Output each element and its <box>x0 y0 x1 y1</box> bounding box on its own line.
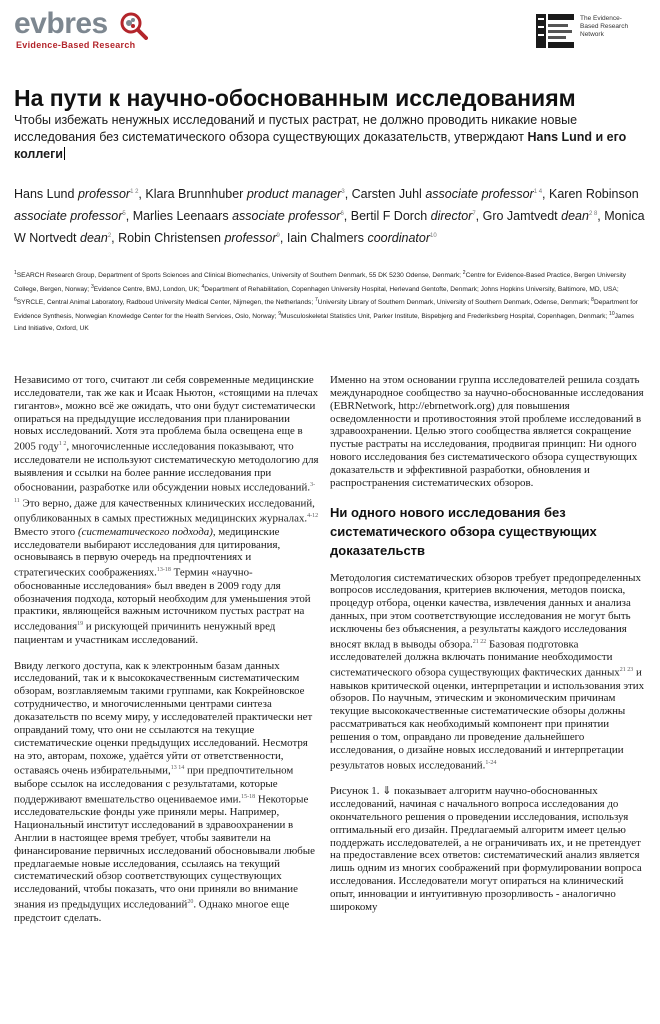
author-name: Bertil F Dorch <box>350 209 428 224</box>
section-heading: Ни одного нового исследования без систематического обзора существующих доказательств <box>330 504 597 558</box>
citation-ref: 4-12 <box>307 513 319 520</box>
body-text: Независимо от того, считают ли себя современные медицинские исследователи, так же как и Исаак Ньютон, «стоящими на плечах гигантов», можно всё же ожидать, что они будут систематически опираться на предыдущие исследования при планировании новых исследований. Хотя эта проблема была освещена еще в 2005 году <box>14 374 319 453</box>
affiliation-ref: 2 <box>462 270 466 276</box>
author-affil-ref: 1 2 <box>130 189 139 195</box>
author-affil-ref: 2 8 <box>588 211 598 218</box>
body-text: Это верно, даже для качественных клинических исследований, опубликованных в самых престижных медицинских журналах. <box>14 497 315 525</box>
affiliation-ref: 8 <box>591 297 594 304</box>
affiliation-ref: 6 <box>14 297 17 304</box>
magnifier-icon <box>120 12 148 40</box>
left-column <box>14 374 319 937</box>
body-text: Некоторые исследовательские фонды уже приняли меры. Например, Национальный институт исследований в здравоохранении в Англии в настоящее время требует, чтобы заявители на финансирование первичных исследований обосновывали любые предлагаемые новые исследования, ссылаясь на текущий систематический обзор соответствующих существующих исследований, чтобы показать, что они приняли во внимание знания из предыдущих исследований <box>14 793 315 911</box>
standfirst-authors: Hans Lund и его коллеги <box>14 130 627 161</box>
body-paragraph <box>330 374 648 490</box>
affiliation-text: James Lind Initiative, Oxford, UK <box>14 313 635 332</box>
affiliation-ref: 10 <box>609 311 615 318</box>
affiliation-text: SEARCH Research Group, Department of Sports Sciences and Clinical Biomechanics, University of Southern Denmark, 55 DK 5230 Odense, Denmark; <box>16 272 463 280</box>
author-role: associate professor <box>14 209 123 224</box>
author-role: coordinator <box>367 231 430 246</box>
author-affil-ref: 3 <box>341 189 345 195</box>
body-text: Рисунок 1. ⇓ показывает алгоритм научно-обоснованных исследований, начиная с начального вопроса исследования до окончательного решения о проведении исследования, используя оптимальный его дизайн. Предлагаемый алгоритм имеет целью поддержать исследователей, а не ограничивать их, и не претендует на предоставление всех ответов: систематический анализ является лишь одним из многих соображений при формулировании вопроса исследования. Исследователи могут опираться на клинический опыт, инновации и интуитивную прозорливость - аналогично широкому <box>330 785 642 913</box>
affiliation-ref: 7 <box>315 297 318 304</box>
author-role: dean <box>80 231 108 246</box>
author-separator: , <box>542 187 549 202</box>
body-text: при предпочтительном выборе ссылок на исследования с результатами, которые поддерживают вмешательство оцениваемое ими. <box>14 765 294 806</box>
author-separator: , <box>475 209 483 224</box>
ebr-network-line: Based Research <box>580 23 629 30</box>
affiliation-ref: 1 <box>14 270 17 276</box>
ebr-network-mark-icon <box>534 12 576 52</box>
author-name: Gro Jamtvedt <box>482 209 558 224</box>
emphasis-text: (систематического подхода) <box>77 525 213 538</box>
author-affil-ref: 7 <box>472 211 476 218</box>
body-text: и навыков критической оценки, интерпретации и использования этих обзоров. По научным, этическим и экономическим причинам текущие высококачественные систематические обзоры должны рассматриваться как необходимый компонент при принятии решения о том, оправдано ли проведение дальнейшего исследования, о дизайне новых исследований и интерпретации результатов новых исследований. <box>330 666 645 772</box>
body-text: и рискующей причинить ненужный вред пациентам и участникам исследований. <box>14 620 276 646</box>
author-name: Monica W Nortvedt <box>14 209 645 246</box>
ebr-network-logo <box>534 12 654 52</box>
author-separator: , <box>279 231 287 246</box>
citation-ref: 15-18 <box>241 793 256 800</box>
author-role: associate professor <box>232 209 341 224</box>
affiliation-ref: 4 <box>201 283 205 290</box>
evbres-logo <box>14 6 154 54</box>
right-column <box>330 374 648 927</box>
author-role: professor <box>77 187 131 202</box>
author-role: product manager <box>246 187 342 202</box>
body-text: , медицинские исследователи выбирают исследования для цитирования, основываясь в первую очередь на предпочтениях и стратегических соображениях. <box>14 525 281 579</box>
author-name: Karen Robinson <box>549 187 639 202</box>
citation-ref: 21 22 <box>472 638 487 645</box>
author-name: Hans Lund <box>14 187 75 202</box>
affiliations <box>14 268 646 334</box>
page-header <box>0 0 660 62</box>
body-text: Методология систематических обзоров требует предопределенных вопросов исследования, критериев включения, методов поиска, процедур отбора, оценки качества, извлечения данных и анализа данных, при этом соответствующие исследования не могут быть исключены без объяснения, а результаты каждого исследования вносят вклад в выводы обзора. <box>330 571 641 651</box>
body-text: . Однако многое еще предстоит сделать. <box>14 898 290 924</box>
body-paragraph <box>330 785 648 913</box>
author-name: Marlies Leenaars <box>132 209 229 224</box>
author-separator: , <box>343 209 351 224</box>
citation-ref: 19 <box>77 621 84 628</box>
citation-ref: 20 <box>187 899 194 906</box>
affiliation-text: University Library of Southern Denmark, University of Southern Denmark, Odense, Denmark; <box>317 299 592 307</box>
citation-ref: 21 23 <box>619 667 634 674</box>
citation-ref: 1-24 <box>485 759 497 766</box>
author-separator: , <box>125 209 133 224</box>
body-text: Термин «научно-обоснованные исследования» был введен в 2009 году для обозначения подхода, который необходим для уменьшения этой практики, являющейся важным источником пустых растрат на исследования <box>14 566 311 633</box>
author-name: Klara Brunnhuber <box>145 187 244 202</box>
author-affil-ref: 9 <box>276 233 280 240</box>
affiliation-ref: 9 <box>278 311 282 318</box>
author-list <box>14 182 646 248</box>
logo-wordmark: evbres <box>14 7 108 40</box>
author-role: associate professor <box>425 187 534 202</box>
affiliation-text: Department for Evidence Synthesis, Norwegian Knowledge Center for the Health Services, Oslo, Norway; <box>14 299 638 321</box>
affiliation-text: Evidence Centre, BMJ, London, UK; <box>93 285 202 293</box>
logo-tagline: Evidence-Based Research <box>16 40 136 50</box>
author-name: Carsten Juhl <box>351 187 422 202</box>
affiliation-text: Musculoskeletal Statistics Unit, Parker Institute, Bispebjerg and Frederiksberg Hospital, Copenhagen, Denmark; <box>281 313 610 321</box>
author-name: Iain Chalmers <box>286 231 364 246</box>
article-title: На пути к научно-обоснованным исследованиям <box>14 85 576 111</box>
citation-ref: 13 14 <box>170 765 185 772</box>
author-role: professor <box>224 231 277 246</box>
author-affil-ref: 5 <box>122 211 126 218</box>
body-paragraph <box>14 660 319 925</box>
ebr-network-line: The Evidence- <box>580 15 622 22</box>
author-name: Robin Christensen <box>118 231 221 246</box>
citation-ref: 3-11 <box>14 482 316 504</box>
body-text: Базовая подготовка исследователей должна включать понимание необходимости систематического обзора существующих фактических данных <box>330 638 620 679</box>
citation-ref: 1 2 <box>58 441 67 448</box>
ebr-network-name <box>580 15 650 39</box>
body-text: Вместо этого <box>14 525 78 538</box>
body-text: , многочисленные исследования показывают, что исследователи не используют систематическую методологию для выявления и ссылки на более ранние исследования при обосновании, разработке или обсуждении новых исследований. <box>14 440 319 494</box>
author-separator: , <box>597 209 605 224</box>
author-separator: , <box>344 187 352 202</box>
standfirst-text: Чтобы избежать ненужных исследований и пустых растрат, не должно проводить никакие новые исследования без систематического обзора существующих доказательств, утверждают <box>14 113 578 144</box>
affiliation-text: Department of Rehabilitation, Copenhagen University Hospital, Herlevand Gentofte, Denmark; Johns Hopkins University, Baltimore, MD, USA; <box>204 285 619 293</box>
article-standfirst <box>14 112 650 163</box>
author-role: director <box>430 209 473 224</box>
author-separator: , <box>111 231 119 246</box>
affiliation-text: Centre for Evidence-Based Practice, Bergen University College, Bergen, Norway; <box>14 272 627 293</box>
text-cursor <box>64 147 65 160</box>
body-paragraph <box>14 374 319 647</box>
affiliation-text: SYRCLE, Central Animal Laboratory, Radboud University Medical Center, Nijmegen, the Netherlands; <box>16 299 315 307</box>
author-role: dean <box>561 209 589 224</box>
body-paragraph <box>330 572 648 773</box>
citation-ref: 13-18 <box>156 567 171 574</box>
affiliation-ref: 3 <box>90 283 94 290</box>
author-separator: , <box>138 187 146 202</box>
body-text: Именно на этом основании группа исследователей решила создать международное сообщество за научно-обоснованные исследования (EBRNetwork, http://ebrnetwork.org) для повышения осведомленности и противостояния этой проблеме исследований в здравоохранении. Целью этого сообщества является сокращение пустые растраты на исследования, продвигая принцип: Ни одного нового исследования без систематического обзора существующих доказательств и эффективной разработки, обновления и распространения систематических обзоров. <box>330 374 644 489</box>
author-affil-ref: 1 4 <box>533 189 543 195</box>
author-affil-ref: 10 <box>430 233 437 240</box>
body-text: Ввиду легкого доступа, как к электронным базам данных исследований, так и к высококачественным систематическим обзорам, возглавляемым такими группами, как Кокрейновское сотрудничество, и многочисленными центрами синтеза доказательств по всему миру, у исследователей практически нет оправданий тому, что они не ссылаются на текущие систематические оценки предыдущих исследований. Несмотря на это, авторам, похоже, удаётся уйти от ответственности, оставаясь очень избирательными, <box>14 659 313 777</box>
ebr-network-line: Network <box>580 31 604 38</box>
author-affil-ref: 6 <box>340 211 344 218</box>
author-affil-ref: 2 <box>107 233 112 240</box>
